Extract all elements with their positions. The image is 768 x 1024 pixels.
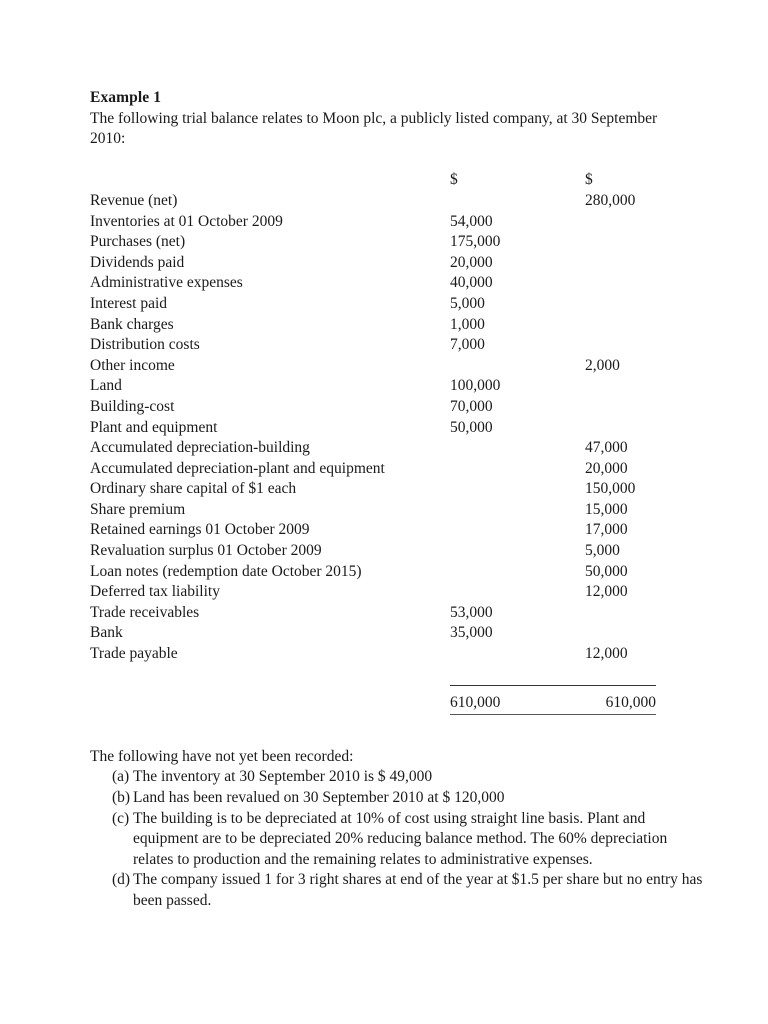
row-credit: 20,000	[585, 459, 628, 477]
row-label: Bank	[90, 624, 123, 642]
row-label: Other income	[90, 356, 175, 374]
row-credit: 15,000	[585, 500, 628, 518]
row-credit: 280,000	[585, 191, 636, 209]
list-item-marker: (c)	[112, 809, 130, 827]
table-row	[90, 418, 656, 439]
row-credit: 5,000	[585, 542, 620, 560]
table-row	[90, 335, 656, 356]
table-row	[90, 582, 656, 603]
row-credit: 17,000	[585, 521, 628, 539]
row-credit: 47,000	[585, 439, 628, 457]
totals-row	[90, 692, 656, 714]
row-label: Dividends paid	[90, 253, 185, 271]
row-credit	[585, 623, 656, 644]
totals-rule-bottom	[450, 714, 656, 721]
row-debit: 175,000	[450, 233, 501, 251]
row-label: Building-cost	[90, 397, 175, 415]
row-debit	[450, 520, 585, 541]
row-debit: 50,000	[450, 418, 493, 436]
row-credit: 50,000	[585, 562, 628, 580]
table-row	[90, 479, 656, 500]
list-item	[90, 809, 710, 871]
spacer-cell	[450, 665, 585, 686]
row-credit	[585, 603, 656, 624]
row-credit	[585, 397, 656, 418]
list-item-text: The company issued 1 for 3 right shares at end of the year at $1.5 per share but no entry has been passed.	[133, 871, 703, 909]
row-debit	[450, 582, 585, 603]
table-row	[90, 191, 656, 212]
table-row	[90, 212, 656, 233]
list-item-marker: (a)	[112, 768, 130, 786]
list-item	[90, 767, 710, 788]
notes-list	[90, 767, 703, 911]
notes-lead: The following have not yet been recorded:	[90, 747, 354, 765]
row-label: Plant and equipment	[90, 418, 218, 436]
trial-balance-body	[90, 170, 656, 720]
trial-balance-header-row	[90, 170, 656, 191]
row-debit	[450, 459, 585, 480]
table-row	[90, 253, 656, 274]
row-credit	[585, 315, 656, 336]
row-credit	[585, 232, 656, 253]
table-row	[90, 541, 656, 562]
row-label: Trade receivables	[90, 603, 200, 621]
row-credit	[585, 253, 656, 274]
totals-debit: 610,000	[450, 694, 501, 712]
row-debit: 40,000	[450, 274, 493, 292]
spacer-cell	[90, 665, 450, 686]
row-label: Accumulated depreciation-plant and equipment	[90, 459, 385, 477]
row-label: Revaluation surplus 01 October 2009	[90, 542, 322, 560]
totals-credit: 610,000	[605, 694, 656, 712]
row-credit	[585, 335, 656, 356]
row-debit: 100,000	[450, 377, 501, 395]
row-debit	[450, 644, 585, 665]
row-credit: 2,000	[585, 356, 620, 374]
totals-rule-bottom-row	[90, 714, 656, 721]
row-debit	[450, 541, 585, 562]
table-row	[90, 356, 656, 377]
row-debit	[450, 479, 585, 500]
row-debit: 5,000	[450, 294, 485, 312]
row-debit	[450, 356, 585, 377]
list-item-marker: (d)	[112, 871, 131, 889]
row-debit	[450, 438, 585, 459]
row-label: Revenue (net)	[90, 191, 178, 209]
list-item-text: Land has been revalued on 30 September 2010 at $ 120,000	[133, 789, 505, 806]
row-label: Share premium	[90, 500, 186, 518]
row-label: Interest paid	[90, 294, 168, 312]
table-row	[90, 500, 656, 521]
table-spacer-row	[90, 665, 656, 686]
table-row	[90, 232, 656, 253]
row-label: Ordinary share capital of $1 each	[90, 480, 297, 498]
row-debit: 20,000	[450, 253, 493, 271]
totals-rule-top	[450, 685, 656, 692]
column-header-credit: $	[585, 171, 593, 189]
row-debit: 35,000	[450, 624, 493, 642]
spacer-cell	[585, 665, 656, 686]
row-debit: 70,000	[450, 397, 493, 415]
row-label: Land	[90, 377, 122, 395]
totals-label	[90, 692, 450, 714]
table-row	[90, 273, 656, 294]
table-row	[90, 294, 656, 315]
row-debit: 1,000	[450, 315, 485, 333]
row-label: Distribution costs	[90, 336, 200, 354]
row-label: Administrative expenses	[90, 274, 243, 292]
table-row	[90, 438, 656, 459]
row-credit	[585, 376, 656, 397]
row-credit: 12,000	[585, 583, 628, 601]
row-debit: 54,000	[450, 212, 493, 230]
row-credit	[585, 273, 656, 294]
page-title: Example 1	[90, 89, 162, 106]
intro-paragraph: The following trial balance relates to Moon plc, a publicly listed company, at 30 September 2010:	[90, 109, 658, 148]
table-row	[90, 603, 656, 624]
table-row	[90, 315, 656, 336]
row-label: Accumulated depreciation-building	[90, 439, 310, 457]
table-row	[90, 520, 656, 541]
row-label: Retained earnings 01 October 2009	[90, 521, 310, 539]
row-label: Deferred tax liability	[90, 583, 220, 601]
list-item-text: The inventory at 30 September 2010 is $ 49,000	[133, 768, 433, 786]
row-credit	[585, 212, 656, 233]
row-debit: 53,000	[450, 603, 493, 621]
list-item	[90, 788, 710, 809]
totals-rule-top-row	[90, 685, 656, 692]
row-debit: 7,000	[450, 336, 485, 354]
row-label: Purchases (net)	[90, 233, 186, 251]
table-row	[90, 562, 656, 583]
list-item-text: The building is to be depreciated at 10% of cost using straight line basis. Plant and equipment are to be depreciated 20% reducing balance method. The 60% depreciation relates to production and the remaining relates to administrative expenses.	[133, 809, 668, 868]
table-row	[90, 376, 656, 397]
table-row	[90, 397, 656, 418]
notes-section	[90, 747, 703, 912]
column-header-debit: $	[450, 171, 458, 189]
table-row	[90, 623, 656, 644]
list-item-marker: (b)	[112, 789, 131, 806]
row-label: Loan notes (redemption date October 2015)	[90, 562, 362, 580]
row-credit: 12,000	[585, 645, 628, 663]
list-item	[90, 870, 710, 911]
row-credit	[585, 418, 656, 439]
row-debit	[450, 191, 585, 212]
trial-balance-table	[90, 170, 656, 720]
rule-spacer	[90, 714, 450, 721]
row-label: Bank charges	[90, 315, 174, 333]
row-label: Trade payable	[90, 645, 178, 663]
rule-spacer	[90, 685, 450, 692]
row-label: Inventories at 01 October 2009	[90, 212, 283, 230]
document-content	[90, 88, 703, 912]
row-debit	[450, 500, 585, 521]
column-header-label	[90, 170, 450, 191]
table-row	[90, 644, 656, 665]
row-credit	[585, 294, 656, 315]
row-credit: 150,000	[585, 480, 636, 498]
table-row	[90, 459, 656, 480]
row-debit	[450, 562, 585, 583]
